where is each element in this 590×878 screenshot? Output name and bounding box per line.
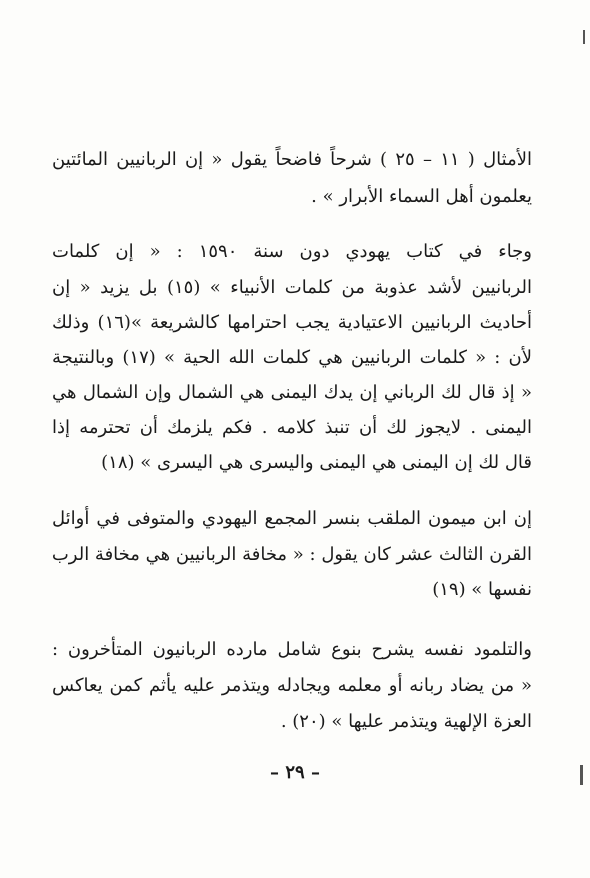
- text-line: أحاديث الربانيين الاعتيادية يجب احترامها كالشريعة »(١٦) وذلك: [52, 312, 532, 333]
- text-line: الأمثال ( ١١ – ٢٥ ) شرحاً فاضحاً يقول « إن الربانيين المائتين: [52, 149, 532, 170]
- text-line: الربانيين لأشد عذوبة من كلمات الأنبياء » (١٥) بل يزيد « إن: [52, 277, 532, 298]
- text-line: والتلمود نفسه يشرح بنوع شامل مارده الربانيون المتأخرون :: [52, 639, 532, 660]
- text-line: « إذ قال لك الرباني إن يدك اليمنى هي الشمال وإن الشمال هي: [52, 382, 532, 403]
- text-line: « من يضاد ربانه أو معلمه ويجادله ويتذمر عليه يأثم كمن يعاكس: [52, 675, 532, 696]
- text-line: القرن الثالث عشر كان يقول : « مخافة الربانيين هي مخافة الرب: [52, 544, 532, 565]
- page-number: – ٢٩ –: [270, 762, 320, 783]
- text-line: وجاء في كتاب يهودي دون سنة ١٥٩٠ : « إن كلمات: [52, 241, 532, 262]
- text-line: لأن : « كلمات الربانيين هي كلمات الله الحية » (١٧) وبالنتيجة: [52, 347, 532, 368]
- margin-mark: [583, 30, 585, 44]
- text-line: إن ابن ميمون الملقب بنسر المجمع اليهودي والمتوفى في أوائل: [52, 508, 532, 529]
- text-line: اليمنى . لايجوز لك أن تنبذ كلامه . فكم يلزمك أن تحترمه إذا: [52, 417, 532, 438]
- text-line: قال لك إن اليمنى هي اليمنى واليسرى هي اليسرى » (١٨): [101, 452, 532, 473]
- text-line: العزة الإلهية ويتذمر عليها » (٢٠) .: [280, 711, 532, 732]
- text-line: يعلمون أهل السماء الأبرار » .: [311, 186, 532, 207]
- text-line: نفسها » (١٩): [432, 579, 532, 600]
